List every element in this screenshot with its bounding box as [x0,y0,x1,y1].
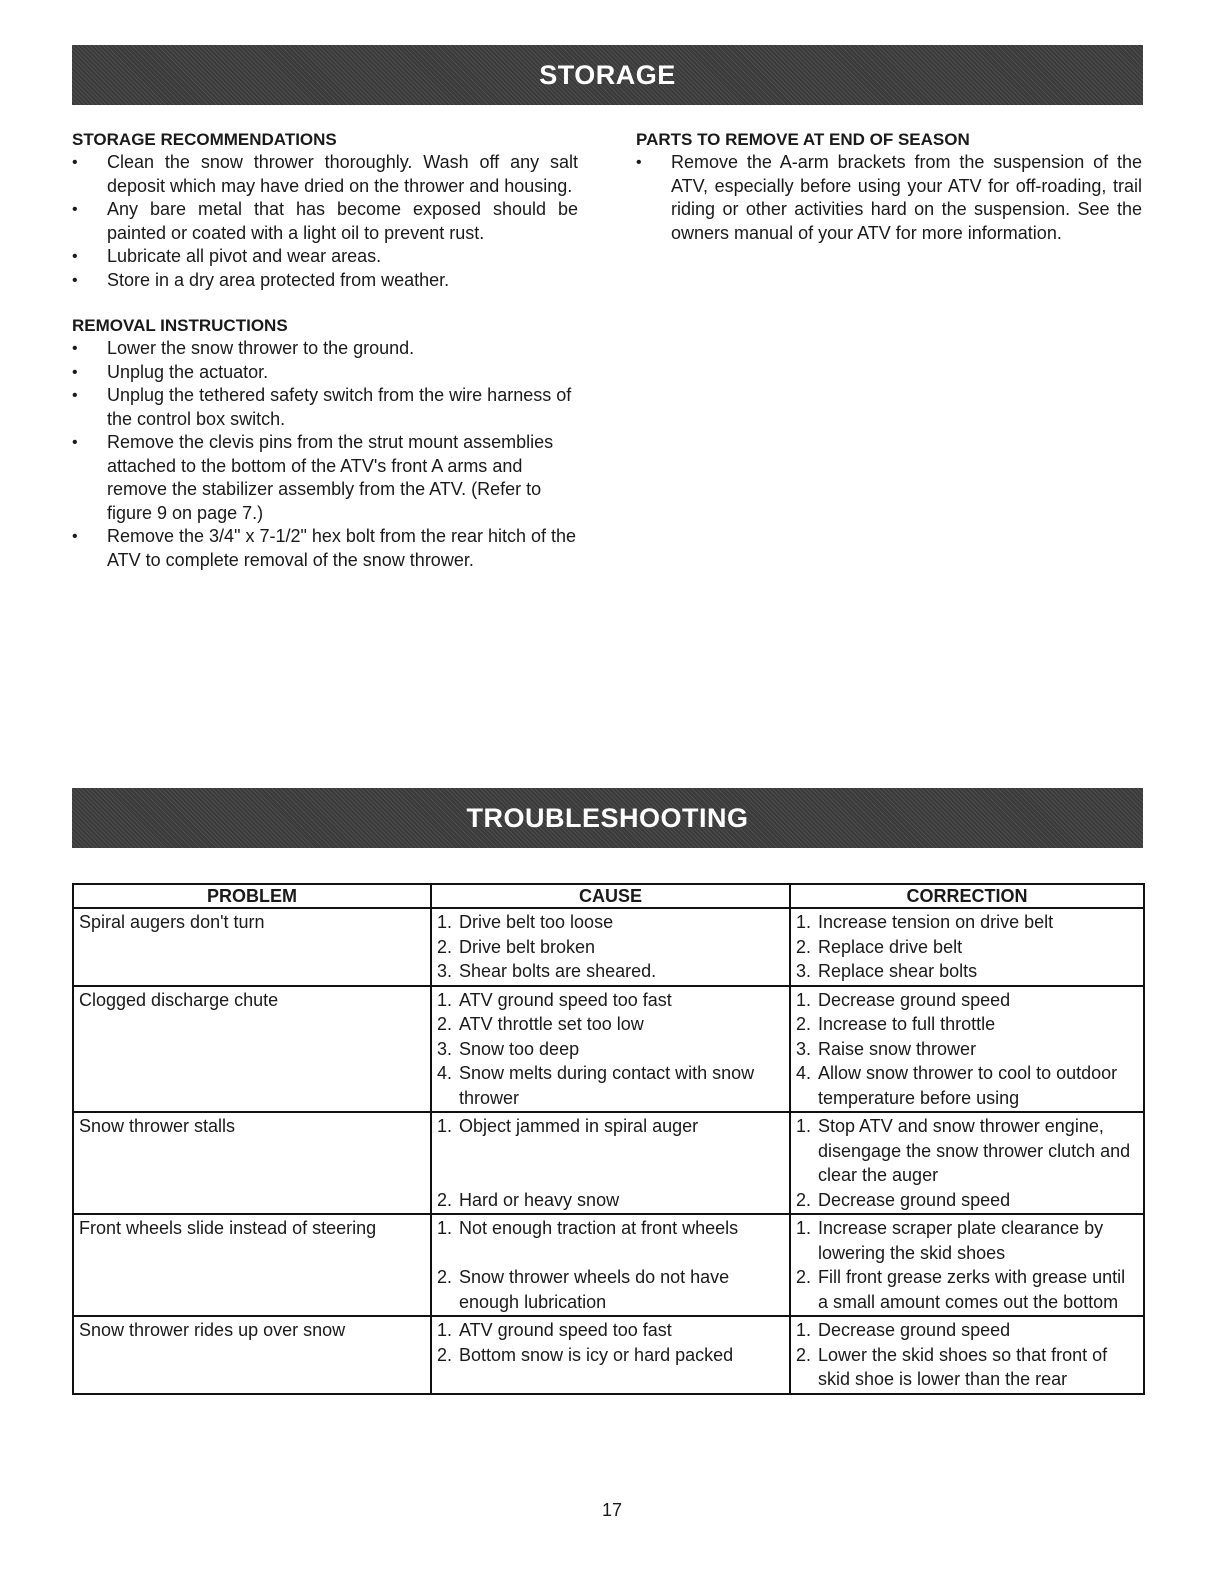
list-item: • Remove the A-arm brackets from the suspension of the ATV, especially before using your ATV for off-roading, trail riding or other activities hard on the suspension. See the owners manual of your ATV for more information. [636,151,1142,245]
cause-item: 2. Drive belt broken [437,936,596,957]
storage-recommendations-list [72,151,578,292]
cause-cell [431,1112,790,1214]
correction-item: 2. Decrease ground speed [796,1189,1011,1210]
list-item: • Any bare metal that has become exposed should be painted or coated with a light oil to prevent rust. [72,198,578,245]
list-item: • Unplug the actuator. [72,361,578,385]
cause-item: 2. Hard or heavy snow [437,1189,620,1210]
cause-item: 4. Snow melts during contact with snow thrower [437,1063,755,1108]
table-row [73,1112,1144,1214]
list-item: • Remove the 3/4" x 7-1/2" hex bolt from the rear hitch of the ATV to complete removal of the snow thrower. [72,525,578,572]
table-row [73,1316,1144,1394]
column-header-correction: CORRECTION [790,884,1144,908]
problem-cell: Snow thrower stalls [73,1112,431,1214]
removal-instructions-list [72,337,578,572]
troubleshooting-table [72,883,1145,1395]
storage-banner-title: STORAGE [539,59,676,90]
correction-item: 2. Lower the skid shoes so that front of skid shoe is lower than the rear [796,1344,1108,1389]
cause-item: 2. Snow thrower wheels do not have enough lubrication [437,1267,730,1312]
table-row [73,908,1144,986]
correction-item: 1. Increase scraper plate clearance by lowering the skid shoes [796,1218,1104,1263]
correction-item: 1. Decrease ground speed [796,989,1011,1010]
table-header-row [73,884,1144,908]
storage-banner [72,45,1143,105]
cause-item: 1. Not enough traction at front wheels [437,1218,739,1238]
cause-item: 3. Snow too deep [437,1038,580,1059]
column-header-problem: PROBLEM [73,884,431,908]
list-item: • Store in a dry area protected from weather. [72,269,578,293]
column-header-cause: CAUSE [431,884,790,908]
correction-item: 2. Increase to full throttle [796,1014,996,1034]
list-item: • Clean the snow thrower thoroughly. Wash off any salt deposit which may have dried on the thrower and housing. [72,151,578,198]
table-row [73,986,1144,1113]
problem-cell: Snow thrower rides up over snow [73,1316,431,1394]
troubleshooting-banner [72,788,1143,848]
list-item: • Lower the snow thrower to the ground. [72,337,578,361]
storage-right-column [636,129,1142,245]
correction-cell [790,1112,1144,1214]
correction-item: 1. Increase tension on drive belt [796,912,1054,932]
correction-item: 4. Allow snow thrower to cool to outdoor temperature before using [796,1063,1118,1108]
cause-item: 2. Bottom snow is icy or hard packed [437,1344,734,1365]
cause-item: 1. ATV ground speed too fast [437,989,672,1010]
problem-cell: Front wheels slide instead of steering [73,1214,431,1316]
correction-cell [790,908,1144,986]
removal-instructions-heading: REMOVAL INSTRUCTIONS [72,316,288,335]
list-item: • Remove the clevis pins from the strut mount assemblies attached to the bottom of the ATV's front A arms and remove the stabilizer assembly from the ATV. (Refer to figure 9 on page 7.) [72,431,578,525]
list-item: • Lubricate all pivot and wear areas. [72,245,578,269]
cause-cell [431,908,790,986]
cause-item: 1. Drive belt too loose [437,912,614,932]
correction-item: 2. Replace drive belt [796,936,963,957]
cause-item: 3. Shear bolts are sheared. [437,961,657,981]
cause-item: 1. ATV ground speed too fast [437,1320,672,1340]
problem-cell: Spiral augers don't turn [73,908,431,986]
storage-recommendations-heading: STORAGE RECOMMENDATIONS [72,130,337,149]
correction-cell [790,1214,1144,1316]
correction-item: 1. Stop ATV and snow thrower engine, disengage the snow thrower clutch and clear the auger [796,1116,1131,1185]
cause-cell [431,1316,790,1394]
cause-item: 2. ATV throttle set too low [437,1014,644,1034]
correction-item: 3. Raise snow thrower [796,1038,977,1059]
troubleshooting-banner-title: TROUBLESHOOTING [466,802,749,833]
cause-cell [431,1214,790,1316]
cause-cell [431,986,790,1113]
page-number: 17 [601,1500,623,1520]
correction-cell [790,986,1144,1113]
parts-to-remove-list [636,151,1142,245]
problem-cell: Clogged discharge chute [73,986,431,1113]
correction-item: 1. Decrease ground speed [796,1320,1011,1340]
correction-cell [790,1316,1144,1394]
storage-left-column [72,129,578,572]
parts-to-remove-heading: PARTS TO REMOVE AT END OF SEASON [636,130,970,149]
table-row [73,1214,1144,1316]
list-item: • Unplug the tethered safety switch from the wire harness of the control box switch. [72,384,578,431]
correction-item: 3. Replace shear bolts [796,961,978,981]
correction-item: 2. Fill front grease zerks with grease until a small amount comes out the bottom [796,1267,1126,1312]
cause-item: 1. Object jammed in spiral auger [437,1116,699,1136]
